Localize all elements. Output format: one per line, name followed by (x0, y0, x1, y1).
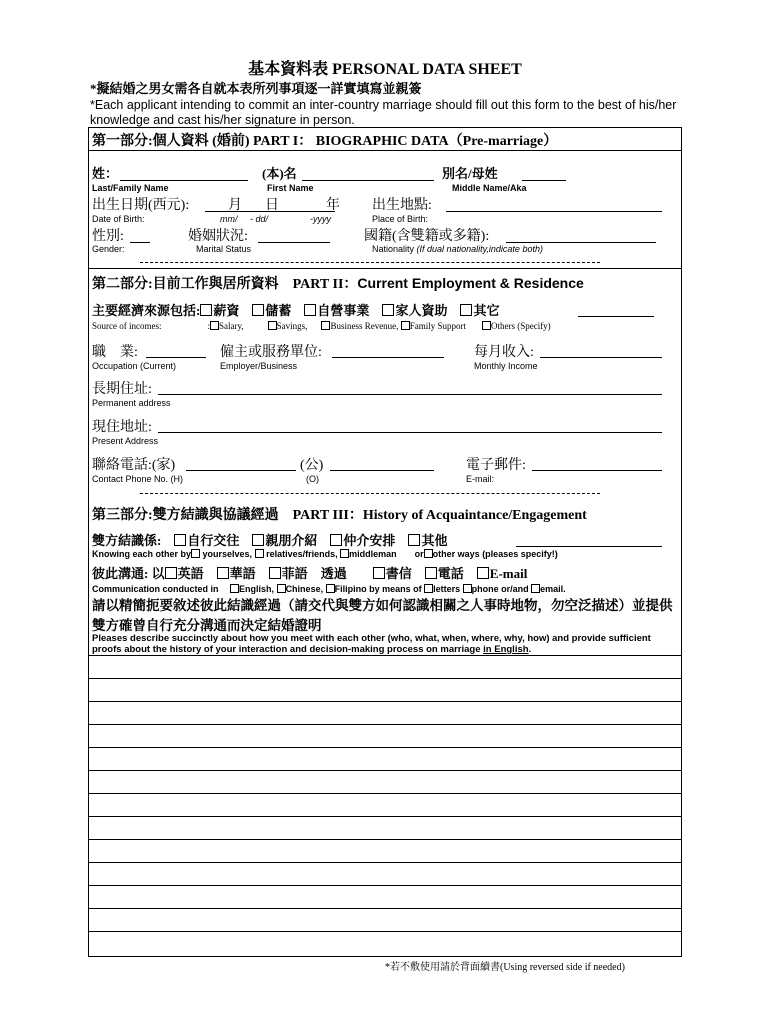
answer-line (88, 793, 682, 794)
marital-label: 婚姻狀況: (188, 229, 248, 244)
perm-address-en: Permanent address (92, 398, 171, 408)
answer-line (88, 701, 682, 702)
divider (88, 268, 682, 269)
given-name-label: (本)名 (262, 166, 297, 181)
income-other-field[interactable] (578, 316, 654, 317)
day-label: 日 (265, 198, 279, 213)
phone-en: Contact Phone No. (H) (92, 474, 184, 484)
part1-header: 第一部分:個人資料 (婚前) PART I： BIOGRAPHIC DATA（Pre-marriage） (92, 134, 558, 149)
income-label: 主要經濟來源包括: 薪資 儲蓄 自營事業 家人資助 其它 (92, 303, 500, 318)
part2-header: 第二部分:目前工作與居所資料 PART II：Current Employment & Residence (92, 275, 584, 292)
employer-field[interactable] (332, 357, 444, 358)
divider (88, 150, 682, 151)
year-label: 年 (326, 198, 340, 213)
marital-en: Marital Status (196, 244, 252, 254)
perm-address-label: 長期住址: (92, 382, 152, 397)
present-address-en: Present Address (92, 436, 159, 446)
answer-line (88, 655, 682, 656)
phone-office-field[interactable] (330, 470, 434, 471)
phone-label: 聯絡電話:(家) (92, 458, 176, 473)
monthly-en: Monthly Income (474, 361, 538, 371)
answer-line (88, 816, 682, 817)
dob-mm: mm/ (220, 214, 238, 224)
meet-label: 雙方結識係: 自行交往 親朋介紹 仲介安排 其他 (92, 533, 448, 548)
gender-field[interactable] (130, 242, 150, 243)
gender-en: Gender: (92, 244, 125, 254)
phone-office-label: (公) (300, 458, 324, 473)
alias-label: 別名/母姓 (442, 166, 498, 181)
marital-field[interactable] (258, 242, 330, 243)
dash-separator (140, 493, 600, 494)
footer-note: *若不敷使用請於背面續書(Using reversed side if needed) (385, 962, 625, 973)
employer-label: 僱主或服務單位: (220, 345, 322, 360)
part3-header: 第三部分:雙方結識與協議經過 PART III：History of Acquaintance/Engagement (92, 508, 587, 523)
given-name-field[interactable] (302, 180, 434, 181)
nationality-field[interactable] (506, 242, 656, 243)
alias-en: Middle Name/Aka (452, 183, 527, 193)
dash-separator (140, 262, 600, 263)
occupation-label: 職 業: (92, 345, 138, 360)
phone-home-field[interactable] (186, 470, 296, 471)
alias-field[interactable] (522, 180, 566, 181)
income-en: Source of incomes: : Salary, Savings, Business Revenue, Family Support Others (Specify) (92, 321, 551, 331)
dob-yyyy: -yyyy (310, 214, 331, 224)
email-label: 電子郵件: (466, 458, 526, 473)
given-name-en: First Name (267, 183, 314, 193)
pob-label: 出生地點: (372, 198, 432, 213)
phone-office-en: (O) (306, 474, 319, 484)
dob-label: 出生日期(西元): (92, 198, 190, 213)
page-title: 基本資料表 PERSONAL DATA SHEET (248, 61, 522, 78)
email-en: E-mail: (466, 474, 495, 484)
answer-line (88, 747, 682, 748)
note-english: *Each applicant intending to commit an inter-country marriage should fill out this form to the best of his/her knowledge and cast his/her signature in person. (90, 98, 677, 127)
present-address-label: 現住地址: (92, 420, 152, 435)
describe-instructions-zh: 請以精簡扼要敘述彼此結識經過（請交代與雙方如何認識相關之人事時地物，勿空泛描述）並提供雙方確曾自行充分溝通而決定結婚證明 (92, 598, 673, 633)
occupation-field[interactable] (146, 357, 206, 358)
note-chinese: *擬結婚之男女需各自就本表所列事項逐一詳實填寫並親簽 (90, 81, 422, 96)
nationality-en: Nationality (If dual nationality,indicate both) (372, 244, 543, 254)
meet-en: Knowing each other by yourselves, relatives/friends, middleman or other ways (pleases specify!) (92, 549, 558, 559)
dob-dd: - dd/ (250, 214, 269, 224)
monthly-income-field[interactable] (540, 357, 662, 358)
answer-line (88, 862, 682, 863)
pob-field[interactable] (446, 211, 662, 212)
pob-en: Place of Birth: (372, 214, 429, 224)
employer-en: Employer/Business (220, 361, 298, 371)
surname-label: 姓： (92, 166, 119, 181)
month-label: 月 (228, 198, 242, 213)
answer-line (88, 839, 682, 840)
surname-en: Last/Family Name (92, 183, 169, 193)
perm-address-field[interactable] (158, 394, 662, 395)
answer-line (88, 678, 682, 679)
describe-instructions-en: Pleases describe succinctly about how you meet with each other (who, what, when, where, why, how) and provide sufficient proofs about the history of your interaction and decision-making process on marriage in English. (92, 633, 651, 655)
communication-en: Communication conducted in English, Chinese, Filipino by means of letters phone or/and email. (92, 584, 566, 594)
dob-en: Date of Birth: (92, 214, 145, 224)
present-address-field[interactable] (158, 432, 662, 433)
communication-label: 彼此溝通: 以 英語 華語 菲語 透過 書信 電話 E-mail (92, 566, 528, 581)
surname-field[interactable] (120, 180, 248, 181)
answer-line (88, 885, 682, 886)
meet-other-field[interactable] (516, 546, 662, 547)
answer-line (88, 908, 682, 909)
answer-line (88, 931, 682, 932)
monthly-label: 每月收入: (474, 345, 534, 360)
answer-line (88, 770, 682, 771)
gender-label: 性別: (92, 229, 124, 244)
nationality-label: 國籍(含雙籍或多籍): (364, 229, 490, 244)
email-field[interactable] (532, 470, 662, 471)
occupation-en: Occupation (Current) (92, 361, 177, 371)
answer-line (88, 724, 682, 725)
